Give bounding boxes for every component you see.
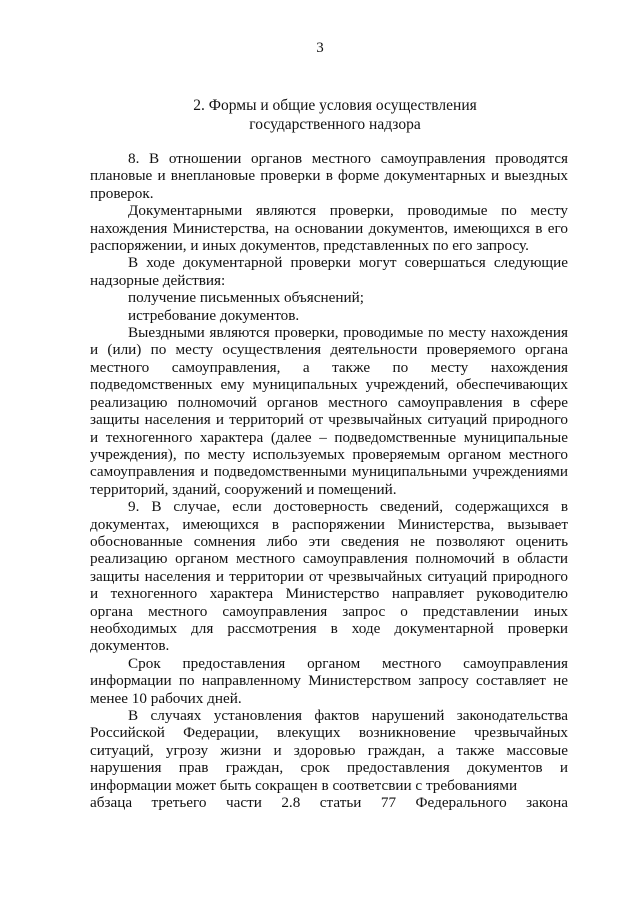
paragraph-8: 8. В отношении органов местного самоуправления проводятся плановые и внеплановые проверки в форме документарных и выездных проверок. <box>90 150 568 202</box>
paragraph-deadline: Срок предоставления органом местного самоуправления информации по направленному Министерством запросу составляет не менее 10 рабочих дней. <box>90 654 568 707</box>
paragraph-field-checks: Выездными являются проверки, проводимые по месту нахождения и (или) по месту осуществления деятельности проверяемого органа местного самоуправления, а также по месту нахождения подведомственных ему муниципальных учреждений, обеспечивающих реализацию полномочий органов местного самоуправления в сфере защиты населения и территорий от чрезвычайных ситуаций природного и техногенного характера (далее – подведомственные муниципальные учреждения), по месту используемых проверяемым органом местного самоуправления и подведомственными муниципальными учреждениями территорий, зданий, сооружений и помещений. <box>90 324 568 498</box>
section-title-line-1: 2. Формы и общие условия осуществления <box>193 97 477 114</box>
paragraph-documentary-actions: В ходе документарной проверки могут совершаться следующие надзорные действия: <box>90 254 568 289</box>
paragraph-documentary-checks: Документарными являются проверки, проводимые по месту нахождения Министерства, на основании документов, имеющихся в его распоряжении, и иных документов, представленных по его запросу. <box>90 202 568 255</box>
section-title <box>90 96 580 134</box>
page-number: 3 <box>316 40 324 56</box>
document-body <box>90 150 568 811</box>
list-item-documents: истребование документов. <box>128 306 300 324</box>
paragraph-violations: В случаях установления фактов нарушений законодательства Российской Федерации, влекущих возникновение чрезвычайных ситуаций, угрозу жизни и здоровью граждан, а также массовые нарушения прав граждан, срок предоставления документов и информации может быть сокращен в соответсвии с требованиями <box>90 707 568 794</box>
paragraph-9: 9. В случае, если достоверность сведений, содержащихся в документах, имеющихся в распоряжении Министерства, вызывает обоснованные сомнения либо эти сведения не позволяют оценить реализацию органом местного самоуправления полномочий в области защиты населения и территории от чрезвычайных ситуаций природного и техногенного характера Министерство направляет руководителю органа местного самоуправления запрос о представлении иных необходимых для рассмотрения в ходе документарной проверки документов. <box>90 498 568 655</box>
section-title-line-2: государственного надзора <box>249 116 421 133</box>
paragraph-violations-continued: абзаца третьего части 2.8 статьи 77 Федерального закона <box>90 794 568 812</box>
list-item-explanations: получение письменных объяснений; <box>128 289 364 307</box>
